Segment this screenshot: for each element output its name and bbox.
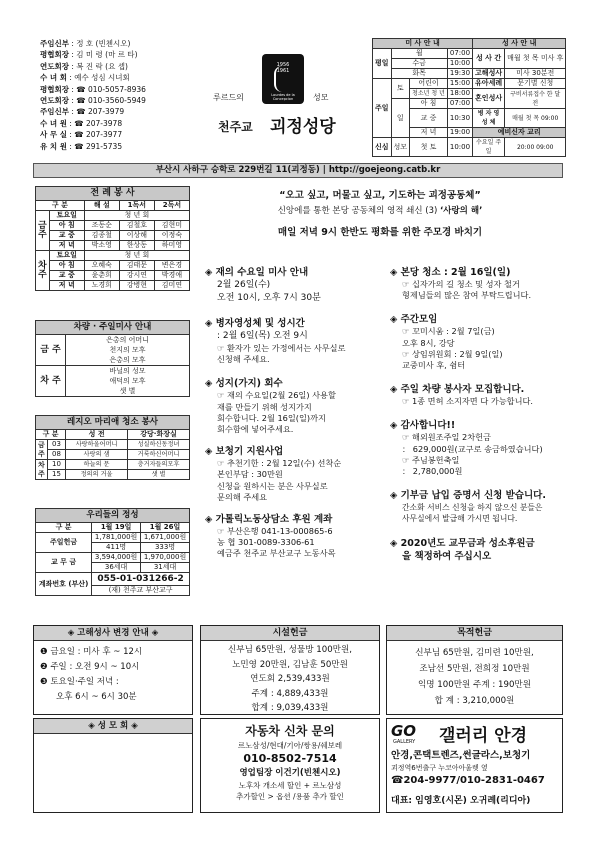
news-item: ◈ 본당 청소 : 2월 16일(일) ☞ 십자가의 길 청소 및 성자 철거 형제님들의 많은 참여 부탁드립니다. <box>390 267 532 301</box>
staff-row: 사 무 실 : ☎ 207-3977 <box>40 130 123 140</box>
church-logo: 1956 1961 Lourdes de la Concepcion <box>262 54 304 104</box>
news-right <box>390 266 565 563</box>
offering-table: 우리들의 정성 구 분 1월 19일 1월 26일 주일헌금 1,781,000원 1,671,000원 411명 333명 교 무 금 3,594,000원 1,970,000원 36세대 31세대 계좌번호 (부산) 055-01-031266-2 (재) 천주교 부산교구 <box>35 508 190 596</box>
church-prefix: 천주교 <box>218 120 253 134</box>
news-item: ◈ 2020년도 교무금과 성소후원금 을 책정하여 주십시오 <box>390 537 535 562</box>
liturgy-table: 전 례 봉 사 구 분 해 설 1독서 2독서 금 주 토요일 청 년 회 아 침 조동순 김철호 김현미 교 중 김종철 이상해 이정숙 저 녁 박소영 한상동 하미영 차 주 토요일 청 년 회 아 침 오혜숙 김태문 변은경 교 중 윤춘희 강시연 박경애 저 녁 노경희 강병현 김미연 <box>35 186 190 291</box>
news-item: ◈ 기부금 납입 증명서 신청 받습니다. 간소화 서비스 신청을 하지 않으신 분들은 사무실에서 발급해 가시면 됩니다. <box>390 490 546 524</box>
mass-table: 미 사 안 내 성 사 안 내 평일 월 07:00 성 사 간 매월 첫 목 미사 후 수금 10:00 화목 19:30 고해성사 미사 30분전 주일 토 어린이 15:00 유아세례 문기별 신청 청소년 청 년 18:00 혼인성사 구비서류접수 한 달 전 일 아 침 07:00 교 중 10:30 병 자 영 성 체 매월 첫 목 09:00 저 녁 19:00 예비신자 교리 신심 성모 첫 토 10:00 수요일 주 일 20:00 09:00 <box>372 38 559 157</box>
news-item: ◈ 주일 차량 봉사자 모집합니다. ☞ 1종 면허 소지자면 다 가능합니다. <box>390 384 533 407</box>
news-item: ◈ 주간모임 ☞ 꼬미시움 : 2월 7일(금) 오후 8시, 강당 ☞ 상임위원회 : 2월 9일(일) 교중미사 후, 쉼터 <box>390 314 503 371</box>
quote-block: “오고 싶고, 머물고 싶고, 기도하는 괴정공동체” 신앙에를 통한 본당 공동체의 영적 쇄신 (3) ‘사랑의 해’ 매일 저녁 9시 한반도 평화를 위한 주모경 바치기 <box>277 190 483 238</box>
staff-row: 수 녀 원 : ☎ 207-3978 <box>40 118 123 128</box>
church-name: 괴정성당 <box>270 117 336 137</box>
sacrament-header: 성 사 안 내 <box>473 39 566 49</box>
cleaning-table: 레지오 마리애 청소 봉사 구 분 성 전 강당·화장실 금주 03 사랑하올어머니 성실하신동정녀 08 사랑의 샘 거룩하신어머니 차주 10 하늘의 문 충거자들의모후 15 정의의 거울 샛 별 <box>35 415 190 480</box>
confession-box: ◈ 고해성사 변경 안내 ◈ ❶ 금요일 : 미사 후 ~ 12시 ❷ 주일 : 오전 9시 ~ 10시 ❸ 토요일·주일 저녁 : 오후 6시 ~ 6시 30분 <box>33 625 193 715</box>
seongmo-box: ◈ 성 모 회 ◈ <box>33 718 193 813</box>
staff-row: 주임신부 : 정 호 (빈첸시오) <box>40 39 131 48</box>
staff-row: 평협회장 : 김 미 령 (마 르 타) <box>40 50 138 60</box>
staff-row: 평협회장 : ☎ 010-5057-8936 <box>40 84 146 94</box>
mother-label: 성모 <box>313 93 329 102</box>
news-item: ◈ 재의 수요일 미사 안내 2월 26일(수) 오전 10시, 오후 7시 30분 <box>205 267 321 303</box>
gallery-ad: GO GALLERY 갤러리 안경 안경,콘택트렌즈,썬글라스,보청기 괴정역6번출구 누코아아울렛 옆 ☎204-9977/010-2831-0467 대표: 임영호(시몬) 오귀례(리디아) <box>386 718 563 813</box>
news-left <box>205 266 385 560</box>
address-bar: 부산시 사하구 승학로 229번길 11(괴정동) | http://goejeong.catb.kr <box>33 163 563 178</box>
purpose-box: 목적헌금 신부님 65만원, 김미련 10만원, 조남선 5만원, 전희정 10만원 익명 100만원 주계 : 190만원 합 계 : 3,210,000원 <box>386 625 563 715</box>
mass-header: 미 사 안 내 <box>373 39 473 49</box>
staff-row: 연도회장 : 복 진 락 (요 셉) <box>40 61 128 71</box>
staff-row: 주임신부 : ☎ 207-3979 <box>40 107 125 117</box>
facility-box: 시설헌금 신부님 65만원, 성물방 100만원, 노민영 20만원, 김남훈 50만원 연도회 2,539,433원 주계 : 4,889,433원 합계 : 9,039,433원 <box>200 625 380 715</box>
news-item: ◈ 감사합니다!! ☞ 해외원조주일 2차헌금 ： 629,000원(교구로 송금하였습니다) ☞ 주님봉헌축일 ： 2,780,000원 <box>390 420 543 477</box>
staff-row: 수 녀 회 : 예수 성심 시녀회 <box>40 73 130 83</box>
gallery-logo: GO <box>391 722 417 740</box>
news-item: ◈ 성지(가지) 회수 ☞ 재의 수요일(2월 26일) 사용할 재를 만들기 위해 성지가지 회수합니다. 2월 16일(일)까지 회수함에 넣어주세요. <box>205 378 336 435</box>
staff-row: 유 치 원 : ☎ 291-5735 <box>40 141 123 151</box>
staff-row: 연도회장 : ☎ 010-3560-5949 <box>40 96 146 106</box>
staff-list <box>40 38 205 152</box>
news-item: ◈ 보청기 지원사업 ☞ 추천기한 : 2월 12일(수) 선착순 본인부담 : 30만원 신청을 원하시는 분은 사무실로 문의해 주세요 <box>205 446 342 502</box>
news-item: ◈ 가톨릭노동상담소 후원 계좌 ☞ 부산은행 041-13-000865-6 농 협 301-0089-3306-61 예금주 천주교 부산교구 노동사목 <box>205 514 336 559</box>
lourdes-label: 루르드의 <box>213 93 244 102</box>
car-ad: 자동차 신차 문의 르노삼성/현대/기아/쌍용/쉐보레 010-8502-7514 영업팀장 이건기(빈첸시오) 노후차 개소세 할인 + 르노삼성 추가할인 > 옵션 /용품 추가 할인 <box>200 718 380 813</box>
vehicle-table: 차량 · 주일미사 안내 금 주 은총의 어머니 천지의 모후 은총의 모후 차 주 바닐의 성모 애덕의 모후 샛 별 <box>35 320 190 397</box>
news-item: ◈ 병자영성체 및 성시간 : 2월 6일(목) 오전 9시 ☞ 환자가 있는 가정에서는 사무실로 신청해 주세요. <box>205 318 346 365</box>
